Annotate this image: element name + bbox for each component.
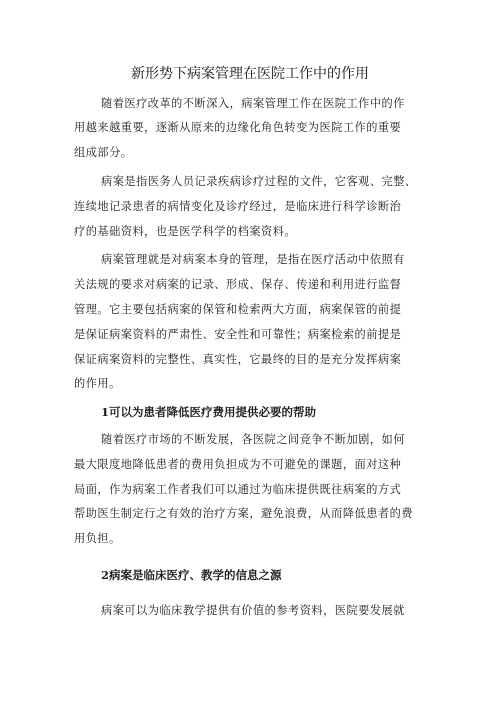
paragraph-line: 组成部分。 — [74, 146, 133, 159]
paragraph-line: 病案是指医务人员记录疾病诊疗过程的文件，它客观、完整、 — [101, 175, 417, 188]
paragraph-line: 病案可以为临床教学提供有价值的参考资料，医院要发展就 — [101, 604, 405, 617]
paragraph-line: 是保证病案资料的严肃性、安全性和可靠性；病案检索的前提是 — [74, 328, 402, 341]
paragraph-line: 保证病案资料的完整性、真实性，它最终的目的是充分发挥病案 — [74, 353, 402, 366]
paragraph-line: 用负担。 — [74, 532, 121, 545]
paragraph-line: 随着医疗改革的不断深入，病案管理工作在医院工作中的作 — [101, 97, 405, 110]
paragraph-line: 病案管理就是对病案本身的管理，是指在医疗活动中依照有 — [101, 253, 405, 266]
paragraph-line: 关法规的要求对病案的记录、形成、保存、传递和利用进行监督 — [74, 278, 402, 291]
paragraph-line: 连续地记录患者的病情变化及诊疗经过，是临床进行科学诊断治 — [74, 200, 402, 213]
section-heading: 2病案是临床医疗、教学的信息之源 — [101, 568, 282, 582]
paragraph-line: 局面，作为病案工作者我们可以通过为临床提供既往病案的方式 — [74, 483, 402, 496]
section-heading: 1可以为患者降低医疗费用提供必要的帮助 — [101, 405, 316, 419]
paragraph-line: 帮助医生制定行之有效的治疗方案，避免浪费，从而降低患者的费 — [74, 507, 413, 520]
paragraph-line: 随着医疗市场的不断发展，各医院之间竞争不断加剧，如何 — [101, 433, 405, 446]
paragraph-line: 疗的基础资料，也是医学科学的档案资料。 — [74, 225, 297, 238]
paragraph-line: 的作用。 — [74, 377, 121, 390]
paragraph-line: 最大限度地降低患者的费用负担成为不可避免的课题，面对这种 — [74, 458, 402, 471]
document-title: 新形势下病案管理在医院工作中的作用 — [131, 66, 369, 82]
paragraph-line: 管理。它主要包括病案的保管和检索两大方面，病案保管的前提 — [74, 303, 402, 316]
paragraph-line: 用越来越重要，逐渐从原来的边缘化角色转变为医院工作的重要 — [74, 121, 402, 134]
